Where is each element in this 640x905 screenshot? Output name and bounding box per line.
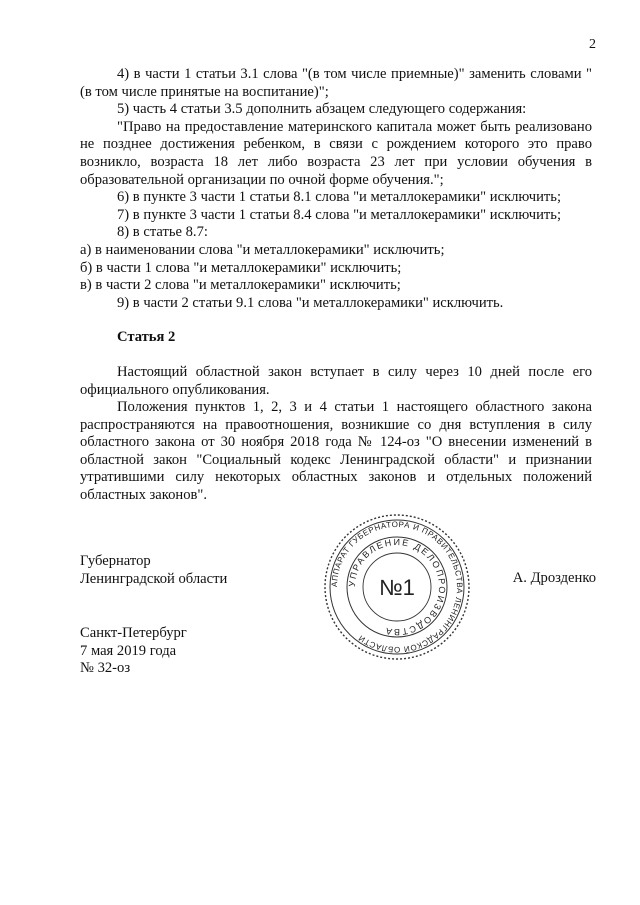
paragraph-item-8c: в) в части 2 слова "и металлокерамики" исключить; — [80, 277, 401, 294]
stamp-inner-text: УПРАВЛЕНИЕ ДЕЛОПРОИЗВОДСТВА — [346, 536, 448, 638]
paragraph-provisions: Положения пунктов 1, 2, 3 и 4 статьи 1 настоящего областного закона распространяются на правоотношения, возникшие со дня вступления в силу областного закона от 30 ноября 2018 года № 124-оз "О внесении изменений в областной закон "Социальный кодекс Ленинградской области" и признании утратившими силу некоторых областных законов и отдельных положений областных законов". — [80, 399, 592, 504]
paragraph-item-8b: б) в части 1 слова "и металлокерамики" исключить; — [80, 259, 402, 276]
signatory-title-line1: Губернатор — [80, 553, 151, 569]
place-and-date — [80, 625, 187, 678]
paragraph-item-8: 8) в статье 8.7: — [117, 224, 208, 241]
law-number: № 32-оз — [80, 660, 131, 677]
document-body — [80, 66, 592, 505]
paragraph-item-6: 6) в пункте 3 части 1 статьи 8.1 слова "и металлокерамики" исключить; — [117, 189, 562, 206]
paragraph-item-5: 5) часть 4 статьи 3.5 дополнить абзацем следующего содержания: — [117, 101, 527, 118]
paragraph-quote: "Право на предоставление материнского капитала может быть реализовано не позднее достижения ребенком, в связи с рождением которого это право возникло, возраста 18 лет либо возраста 23 лет при условии обучения в образовательной организации по очной форме обучения."; — [80, 118, 592, 188]
paragraph-item-8a: а) в наименовании слова "и металлокерамики" исключить; — [80, 241, 445, 258]
paragraph-item-9: 9) в части 2 статьи 9.1 слова "и металлокерамики" исключить. — [117, 294, 504, 311]
paragraph-effective: Настоящий областной закон вступает в силу через 10 дней после его официального опубликования. — [80, 363, 592, 398]
paragraph-item-7: 7) в пункте 3 части 1 статьи 8.4 слова "и металлокерамики" исключить; — [117, 206, 562, 223]
stamp-number: №1 — [379, 575, 415, 600]
official-stamp-seal — [322, 512, 472, 662]
signatory-name: А. Дрозденко — [512, 570, 596, 586]
stamp-outer-text: АППАРАТ ГУБЕРНАТОРА И ПРАВИТЕЛЬСТВА ЛЕНИНГРАДСКОЙ ОБЛАСТИ — [329, 519, 465, 655]
place-date: 7 мая 2019 года — [80, 642, 177, 659]
signatory-title-line2: Ленинградской области — [80, 570, 228, 587]
page-number: 2 — [589, 37, 596, 52]
article-heading: Статья 2 — [117, 329, 176, 346]
place-city: Санкт-Петербург — [80, 625, 187, 641]
paragraph-item-4: 4) в части 1 статьи 3.1 слова "(в том числе приемные)" заменить словами "(в том числе принятые на воспитание)"; — [80, 66, 592, 100]
signatory-title — [80, 553, 227, 588]
